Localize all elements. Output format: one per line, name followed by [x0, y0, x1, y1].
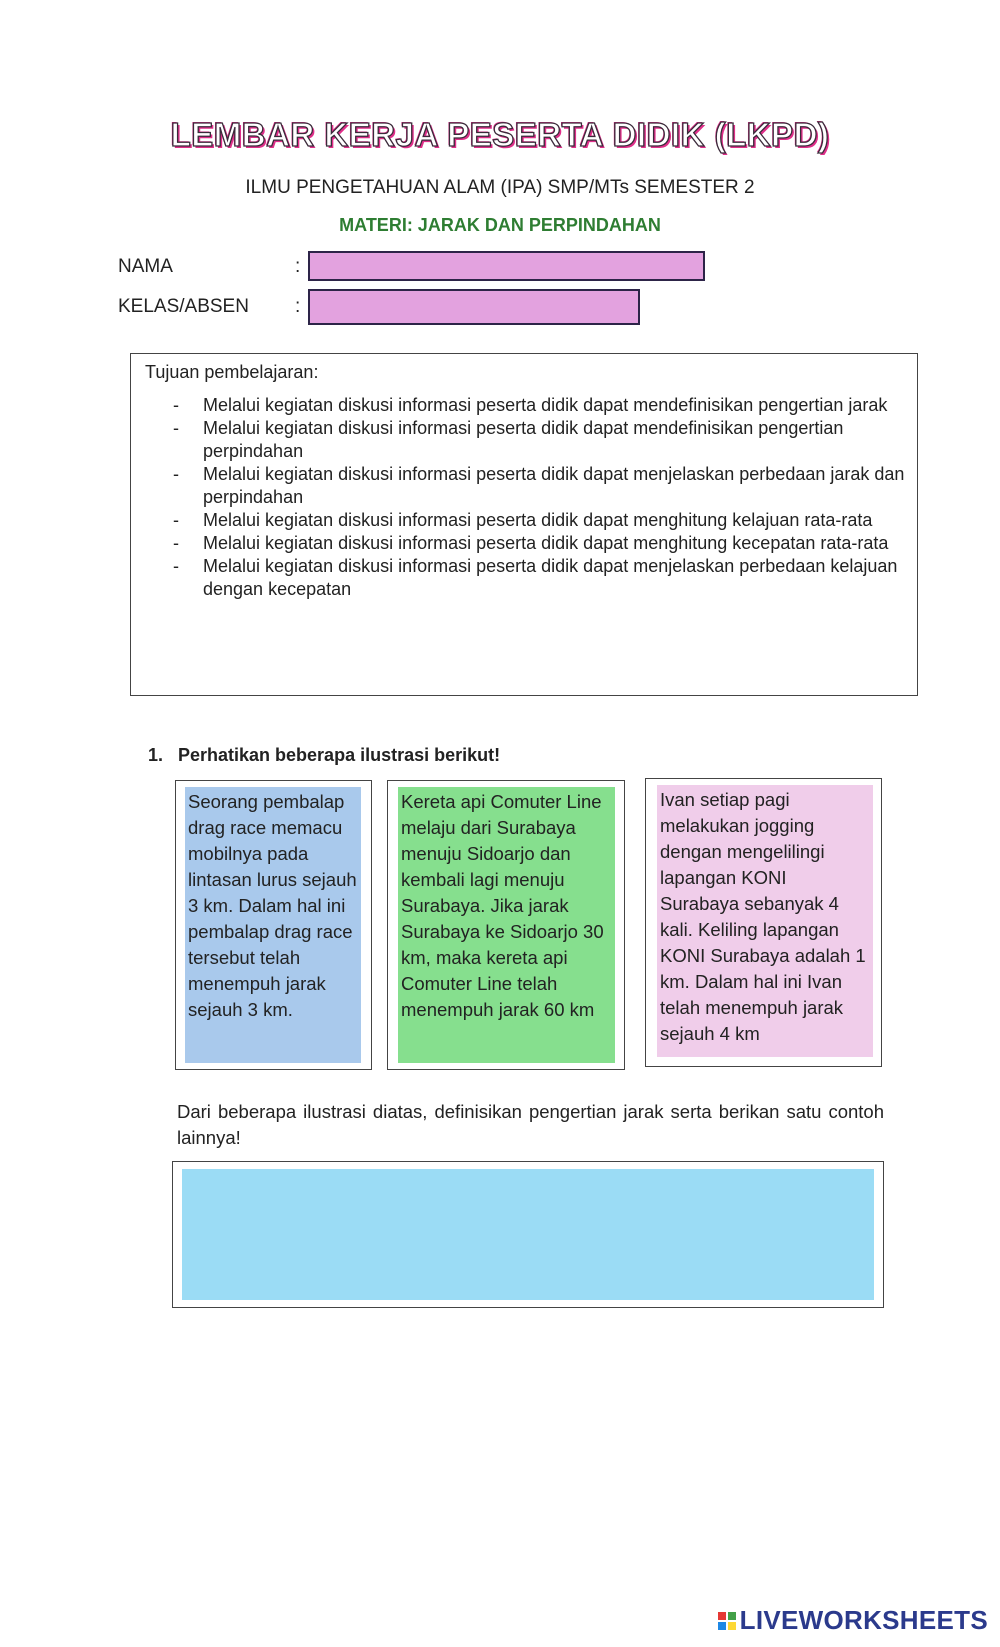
- illustration-card-commuter-line: [387, 780, 625, 1070]
- page-subtitle: ILMU PENGETAHUAN ALAM (IPA) SMP/MTs SEMESTER 2: [245, 177, 755, 198]
- learning-goals-box: [130, 353, 918, 696]
- materi-heading: MATERI: JARAK DAN PERPINDAHAN: [339, 215, 661, 235]
- kelas-absen-label: KELAS/ABSEN: [118, 296, 249, 317]
- learning-goal-item: - Melalui kegiatan diskusi informasi peserta didik dapat menjelaskan perbedaan kelajuan dengan kecepatan: [173, 556, 898, 599]
- learning-goal-item: - Melalui kegiatan diskusi informasi peserta didik dapat menjelaskan perbedaan jarak dan perpindahan: [173, 464, 905, 507]
- list-dash: -: [173, 510, 179, 530]
- learning-goals-title: Tujuan pembelajaran:: [145, 362, 319, 382]
- learning-goal-item: - Melalui kegiatan diskusi informasi peserta didik dapat mendefinisikan pengertian jarak: [173, 395, 888, 415]
- illustration-card-jogging: [645, 778, 882, 1067]
- illustration-text-commuter-line: Kereta api Comuter Line melaju dari Surabaya menuju Sidoarjo dan kembali lagi menuju Surabaya. Jika jarak Surabaya ke Sidoarjo 30 km, maka kereta api Comuter Line telah menempuh jarak 60 km: [398, 787, 615, 1063]
- list-dash: -: [173, 395, 179, 415]
- nama-input[interactable]: [308, 251, 705, 281]
- logo-blocks-icon: [718, 1612, 736, 1630]
- page-title: LEMBAR KERJA PESERTA DIDIK (LKPD): [170, 116, 830, 153]
- kelas-absen-colon: :: [295, 296, 301, 317]
- list-dash: -: [173, 556, 179, 576]
- answer-box: [172, 1161, 884, 1308]
- learning-goal-item: - Melalui kegiatan diskusi informasi peserta didik dapat mendefinisikan pengertian perpindahan: [173, 418, 844, 461]
- illustration-text-jogging: Ivan setiap pagi melakukan jogging dengan mengelilingi lapangan KONI Surabaya sebanyak 4 kali. Keliling lapangan KONI Surabaya adalah 1 km. Dalam hal ini Ivan telah menempuh jarak sejauh 4 km: [657, 785, 873, 1057]
- question-instruction: Dari beberapa ilustrasi diatas, definisikan pengertian jarak serta berikan satu contoh lainnya!: [177, 1101, 884, 1148]
- learning-goal-item: - Melalui kegiatan diskusi informasi peserta didik dapat menghitung kecepatan rata-rata: [173, 533, 889, 553]
- learning-goals-list: [131, 394, 917, 601]
- question-text: Perhatikan beberapa ilustrasi berikut!: [178, 745, 501, 765]
- illustration-text-drag-race: Seorang pembalap drag race memacu mobilnya pada lintasan lurus sejauh 3 km. Dalam hal ini pembalap drag race tersebut telah menempuh jarak sejauh 3 km.: [185, 787, 361, 1063]
- kelas-absen-input[interactable]: [308, 289, 640, 325]
- logo-text: LIVEWORKSHEETS: [739, 1605, 988, 1635]
- question-number: 1.: [148, 745, 164, 765]
- list-dash: -: [173, 464, 179, 484]
- nama-colon: :: [295, 256, 301, 277]
- learning-goal-item: - Melalui kegiatan diskusi informasi peserta didik dapat menghitung kelajuan rata-rata: [173, 510, 873, 530]
- question-1-title: [148, 745, 500, 766]
- illustration-card-drag-race: [175, 780, 372, 1070]
- nama-label: NAMA: [118, 256, 173, 277]
- answer-textarea[interactable]: [182, 1169, 874, 1300]
- liveworksheets-logo: [718, 1605, 988, 1636]
- list-dash: -: [173, 418, 179, 438]
- list-dash: -: [173, 533, 179, 553]
